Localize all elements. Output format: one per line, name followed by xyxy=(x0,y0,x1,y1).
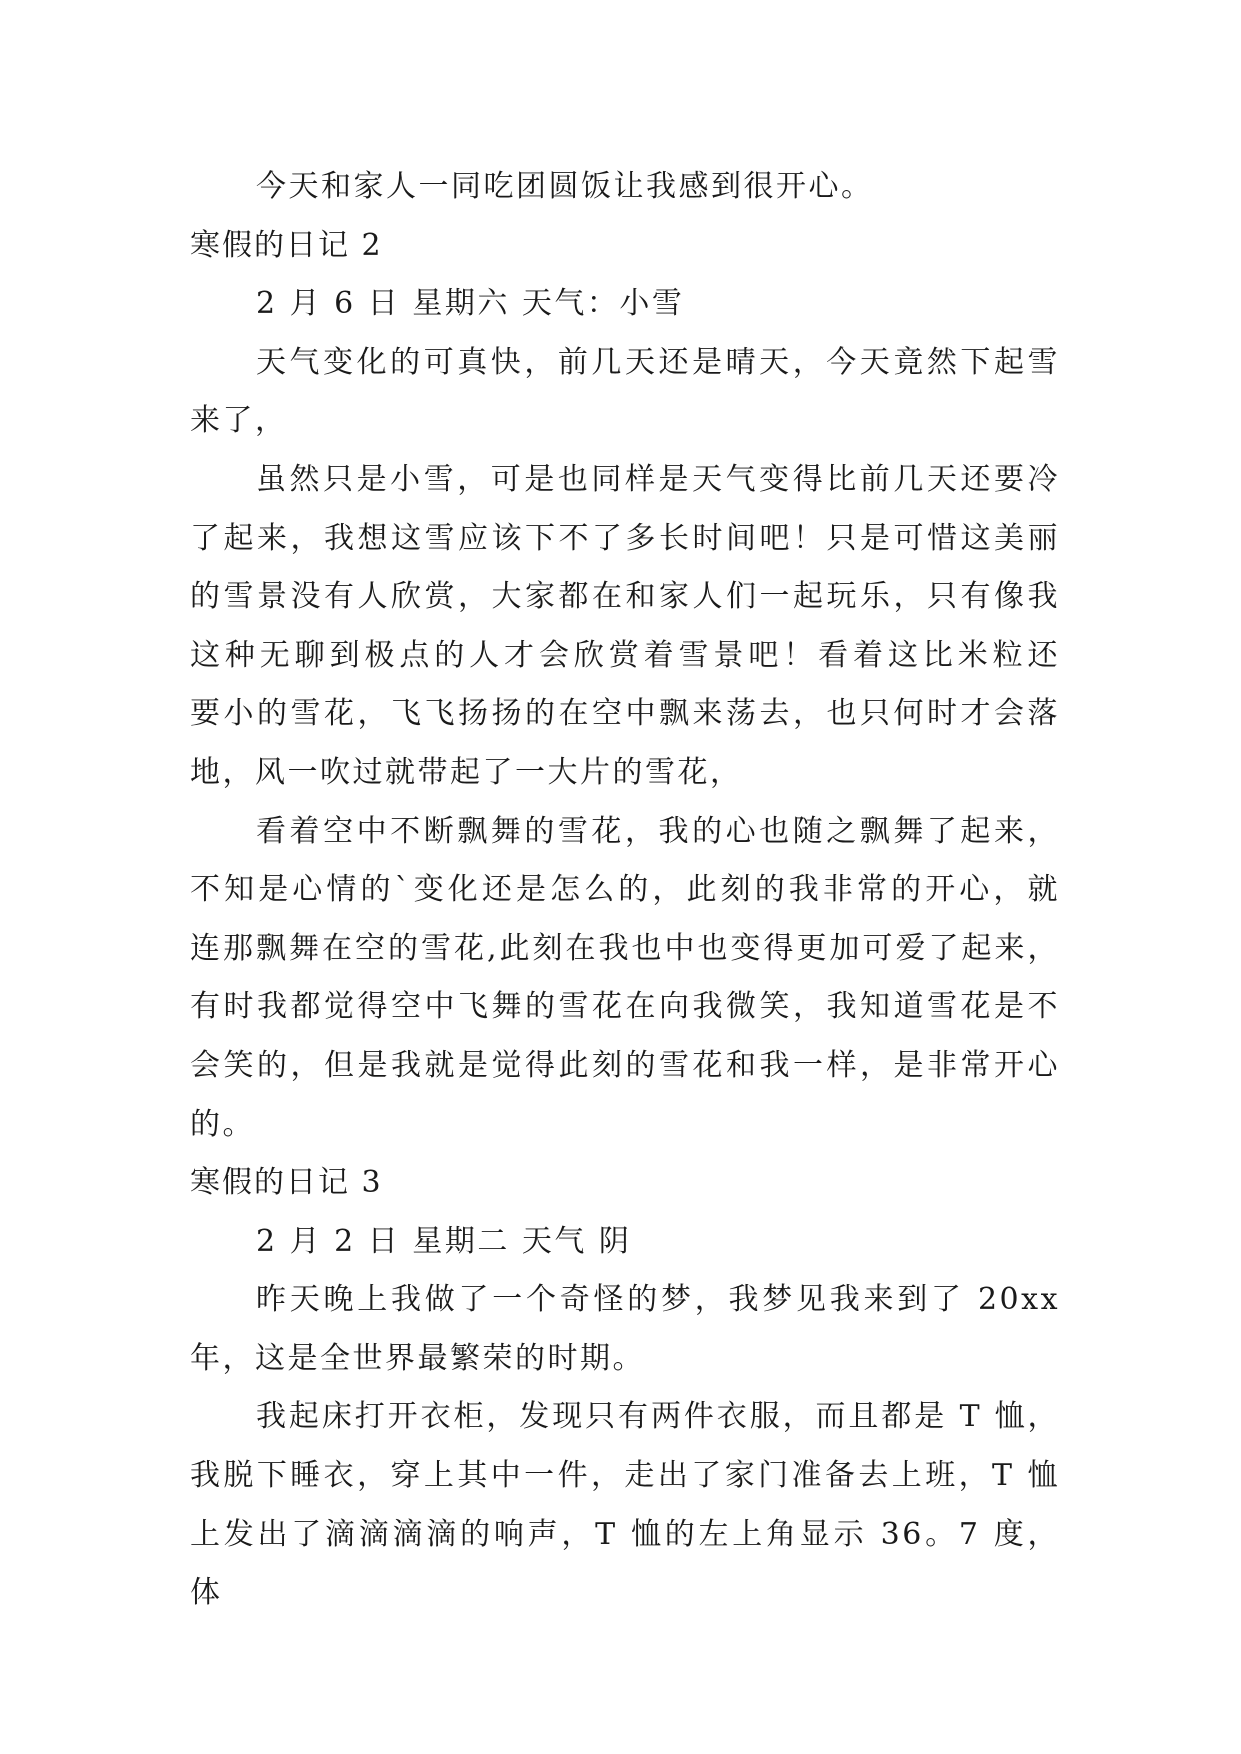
paragraph-line: 有时我都觉得空中飞舞的雪花在向我微笑，我知道雪花是不 xyxy=(190,989,1060,1025)
paragraph-line: 虽然只是小雪，可是也同样是天气变得比前几天还要冷 xyxy=(256,461,1060,497)
paragraph-line: 地，风一吹过就带起了一大片的雪花， xyxy=(190,754,743,790)
document-body xyxy=(190,158,1060,1611)
paragraph-line: 的。 xyxy=(190,1106,255,1142)
paragraph-line: 这种无聊到极点的人才会欣赏着雪景吧！看着这比米粒还 xyxy=(190,637,1060,673)
paragraph-line: 今天和家人一同吃团圆饭让我感到很开心。 xyxy=(256,169,874,204)
paragraph-line: 连那飘舞在空的雪花,此刻在我也中也变得更加可爱了起来， xyxy=(190,930,1060,966)
paragraph-line: 来了， xyxy=(190,403,288,439)
paragraph-line: 了起来，我想这雪应该下不了多长时间吧！只是可惜这美丽 xyxy=(190,520,1060,556)
diary-heading: 寒假的日记 3 xyxy=(190,1165,383,1201)
paragraph-line: 要小的雪花，飞飞扬扬的在空中飘来荡去，也只何时才会落 xyxy=(190,696,1060,732)
paragraph-line: 不知是心情的`变化还是怎么的，此刻的我非常的开心，就 xyxy=(190,872,1060,908)
paragraph-line: 天气变化的可真快，前几天还是晴天，今天竟然下起雪 xyxy=(256,344,1060,380)
diary-date-line: 2 月 6 日 星期六 天气：小雪 xyxy=(256,286,685,322)
diary-heading: 寒假的日记 2 xyxy=(190,227,383,263)
paragraph-line: 会笑的，但是我就是觉得此刻的雪花和我一样，是非常开心 xyxy=(190,1047,1060,1083)
paragraph-line: 昨天晚上我做了一个奇怪的梦，我梦见我来到了 20xx xyxy=(256,1282,1060,1318)
paragraph-line: 看着空中不断飘舞的雪花，我的心也随之飘舞了起来， xyxy=(256,813,1060,849)
paragraph-line: 我起床打开衣柜，发现只有两件衣服，而且都是 T 恤， xyxy=(256,1399,1060,1435)
paragraph-line: 年，这是全世界最繁荣的时期。 xyxy=(190,1340,645,1376)
paragraph-line: 上发出了滴滴滴滴的响声，T 恤的左上角显示 36。7 度，体 xyxy=(190,1516,1060,1611)
diary-date-line: 2 月 2 日 星期二 天气 阴 xyxy=(256,1223,632,1259)
paragraph-line: 我脱下睡衣，穿上其中一件，走出了家门准备去上班，T 恤 xyxy=(190,1458,1060,1494)
paragraph-line: 的雪景没有人欣赏，大家都在和家人们一起玩乐，只有像我 xyxy=(190,579,1060,615)
